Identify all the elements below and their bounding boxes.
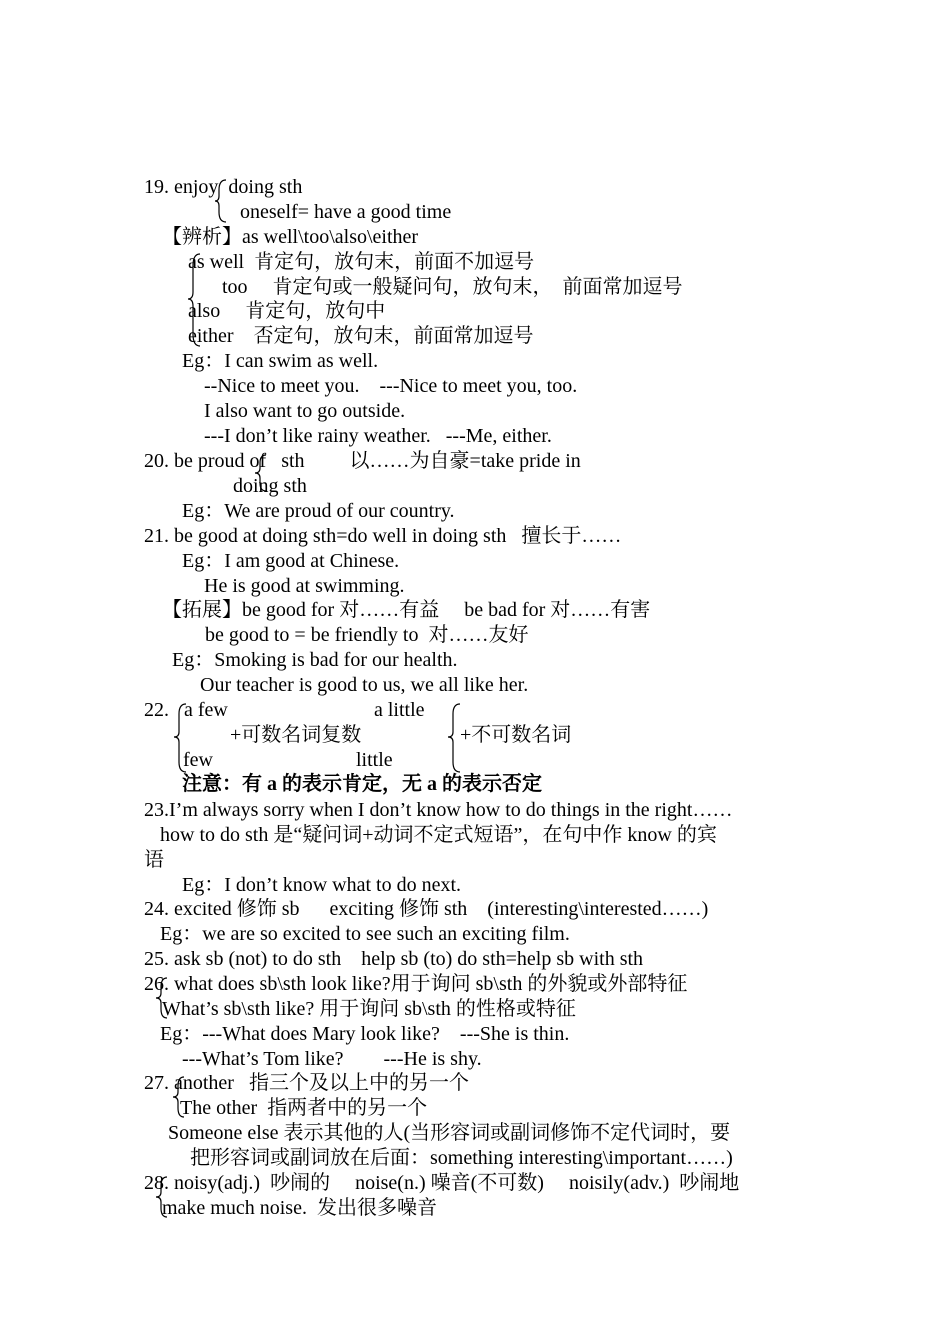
too-line: too 肯定句或一般疑问句，放句末， 前面常加逗号 xyxy=(222,276,683,298)
either-line: either 否定句，放句末，前面常加逗号 xyxy=(188,325,534,347)
bianxi-heading: 【辨析】as well\too\also\either xyxy=(162,226,419,248)
item-21-heading: 21. be good at doing sth=do well in doing sth 擅长于…… xyxy=(144,525,622,547)
item-26-like: What’s sb\sth like? 用于询问 sb\sth 的性格或特征 xyxy=(162,998,576,1020)
brace-item-19 xyxy=(214,178,228,224)
eg-mary: Eg：---What does Mary look like? ---She is thin. xyxy=(160,1023,570,1045)
also-line: also 肯定句，放句中 xyxy=(188,300,386,322)
item-27-adj-after: 把形容词或副词放在后面：something interesting\important……) xyxy=(190,1147,733,1169)
eg-rainy-weather: ---I don’t like rainy weather. ---Me, either. xyxy=(204,425,552,447)
eg-nice-to-meet: --Nice to meet you. ---Nice to meet you, too. xyxy=(204,375,578,397)
tuozhan-heading: 【拓展】be good for 对……有益 be bad for 对……有害 xyxy=(162,599,651,621)
item-20-heading: 20. be proud of sth 以……为自豪=take pride in xyxy=(144,450,581,472)
item-28-heading: 28. noisy(adj.) 吵闹的 noise(n.) 噪音(不可数) noisily(adv.) 吵闹地 xyxy=(144,1172,740,1194)
eg-excited: Eg：we are so excited to see such an exciting film. xyxy=(160,923,570,945)
item-23-explain: how to do sth 是“疑问词+动词不定式短语”，在句中作 know 的宾 xyxy=(160,824,717,846)
as-well-line: as well 肯定句，放句末，前面不加逗号 xyxy=(188,251,535,273)
eg-teacher: Our teacher is good to us, we all like her. xyxy=(200,674,529,696)
item-27-someone-else: Someone else 表示其他的人(当形容词或副词修饰不定代词时，要 xyxy=(168,1122,731,1144)
eg-chinese: Eg：I am good at Chinese. xyxy=(182,550,400,572)
item-23-heading: 23.I’m always sorry when I don’t know how to do things in the right…… xyxy=(144,799,733,821)
good-to-line: be good to = be friendly to 对……友好 xyxy=(205,624,529,646)
eg-proud: Eg：We are proud of our country. xyxy=(182,500,455,522)
item-27-the-other: The other 指两者中的另一个 xyxy=(180,1097,428,1119)
item-20-doing: doing sth xyxy=(233,475,307,497)
item-24-heading: 24. excited 修饰 sb exciting 修饰 sth (interesting\interested……) xyxy=(144,898,709,920)
item-22-little: little xyxy=(356,749,393,771)
uncountable: +不可数名词 xyxy=(460,724,572,746)
item-19-heading: 19. enjoy doing sth xyxy=(144,176,303,198)
item-22-a-few: 22. a few xyxy=(144,699,228,721)
item-28-make-noise: make much noise. 发出很多噪音 xyxy=(162,1197,437,1219)
eg-tom: ---What’s Tom like? ---He is shy. xyxy=(182,1048,482,1070)
eg-also-outside: I also want to go outside. xyxy=(204,400,406,422)
eg-smoking: Eg：Smoking is bad for our health. xyxy=(172,649,458,671)
eg-what-to-do: Eg：I don’t know what to do next. xyxy=(182,874,462,896)
item-23-explain-cont: 语 xyxy=(144,849,164,871)
item-22-a-little: a little xyxy=(374,699,425,721)
item-26-heading: 26. what does sb\sth look like?用于询问 sb\sth 的外貌或外部特征 xyxy=(144,973,688,995)
eg-swim: Eg：I can swim as well. xyxy=(182,350,379,372)
item-19-oneself: oneself= have a good time xyxy=(240,201,452,223)
countable-plural: +可数名词复数 xyxy=(230,724,362,746)
note-a-positive: 注意：有 a 的表示肯定，无 a 的表示否定 xyxy=(182,773,542,795)
item-27-another: 27. another 指三个及以上中的另一个 xyxy=(144,1072,469,1094)
item-22-few: few xyxy=(183,749,213,771)
item-25-heading: 25. ask sb (not) to do sth help sb (to) do sth=help sb with sth xyxy=(144,948,644,970)
eg-swimming: He is good at swimming. xyxy=(204,575,405,597)
